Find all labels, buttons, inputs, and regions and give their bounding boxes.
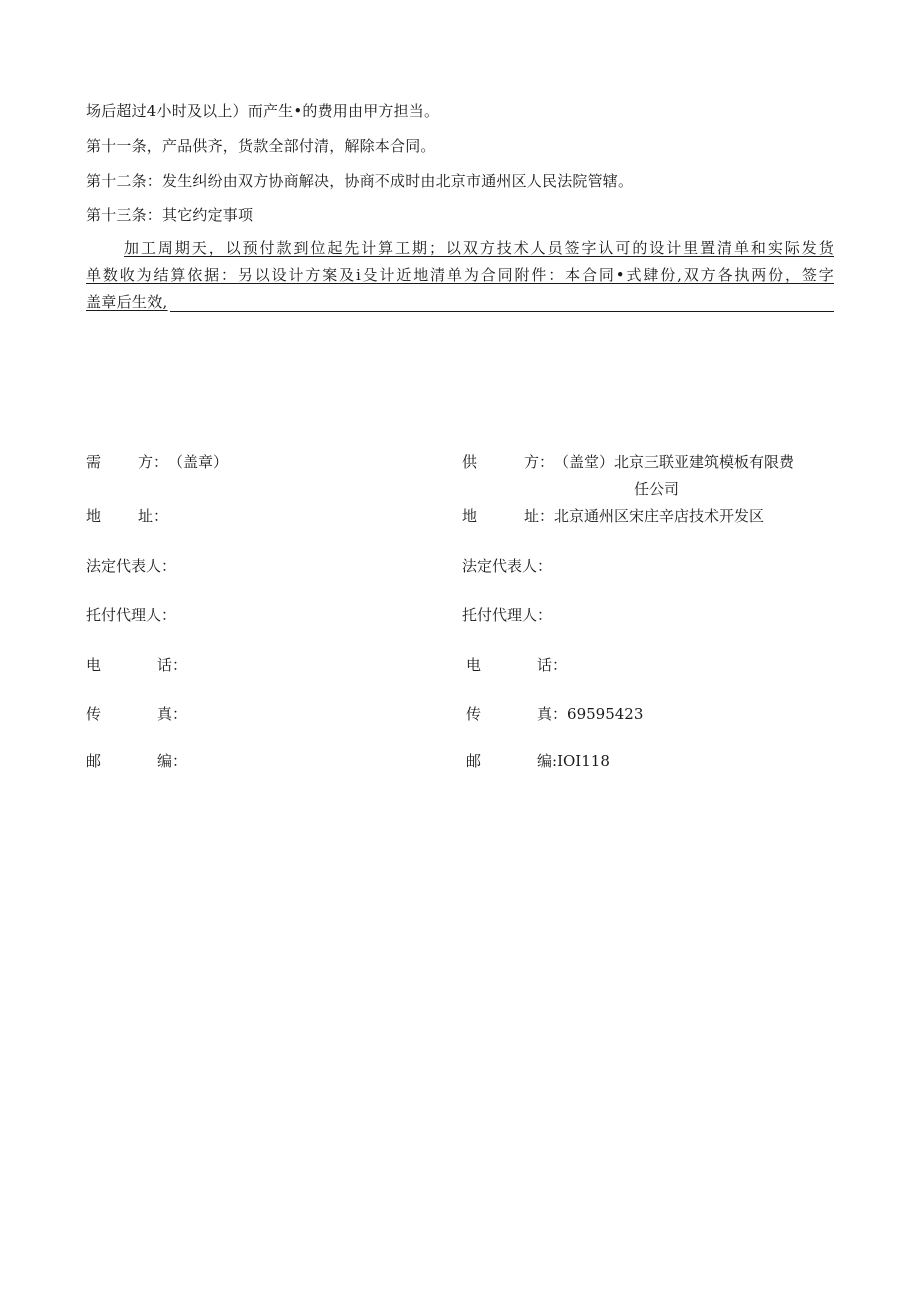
buyer-address-field (86, 506, 168, 526)
buyer-legal-rep-field (86, 556, 176, 576)
buyer-postcode-field (86, 751, 187, 771)
supplier-fax-label-1: 传 (466, 705, 482, 723)
blank-underline (170, 311, 834, 312)
supplier-party-value: （盖堂）北京三联亚建筑模板有限费 (554, 453, 795, 471)
buyer-party-value: （盖章） (168, 453, 229, 471)
buyer-fax-label-1: 传 (86, 705, 102, 723)
supplier-fax-value: 69595423 (567, 705, 644, 723)
buyer-fax-field (86, 704, 187, 724)
supplier-fax-label-2: 真： (537, 705, 568, 723)
clause-tenth-continuation: 场后超过4小时及以上）而产生•的费用由甲方担当。 (86, 102, 440, 120)
buyer-postcode-label-2: 编： (157, 752, 188, 770)
supplier-legal-rep-field (462, 556, 552, 576)
supplier-phone-field (466, 655, 567, 675)
clause-eleven: 第十一条，产品供齐，货款全部付清，解除本合同。 (86, 137, 436, 155)
buyer-agent-field (86, 605, 176, 625)
supplier-phone-label-2: 话： (537, 656, 568, 674)
clause-twelve: 第十二条：发生纠纷由双方协商解决，协商不成时由北京市通州区人民法院管辖。 (86, 172, 634, 190)
supplier-phone-label-1: 电 (466, 656, 482, 674)
clause-thirteen-heading: 第十三条：其它约定事项 (86, 206, 254, 224)
agreement-row-3-text: 盖章后生效, (86, 293, 168, 311)
supplier-legal-rep-label: 法定代表人： (462, 557, 553, 575)
buyer-party-field (86, 452, 228, 472)
supplier-fax-field (466, 704, 643, 724)
supplier-party-label-1: 供 (462, 453, 478, 471)
supplier-postcode-value: IOI118 (557, 752, 610, 770)
supplier-address-field (462, 506, 764, 526)
buyer-phone-label-2: 话： (157, 656, 188, 674)
buyer-party-label-2: 方： (138, 453, 169, 471)
supplier-postcode-label-2: 编: (537, 752, 558, 770)
supplier-agent-label: 托付代理人： (462, 606, 553, 624)
supplier-party-value-continuation: 任公司 (634, 480, 680, 498)
agreement-row-1: 加工周期天，以预付款到位起先计算工期；以双方技术人员签字认可的设计里置清单和实际发货 (124, 239, 834, 257)
buyer-phone-field (86, 655, 187, 675)
agreement-row-3 (86, 289, 834, 316)
buyer-legal-rep-label: 法定代表人： (86, 557, 177, 575)
supplier-party-label-2: 方： (524, 453, 555, 471)
supplier-party-field (462, 452, 794, 472)
buyer-fax-label-2: 真： (157, 705, 188, 723)
supplier-postcode-field (466, 751, 610, 771)
buyer-party-label-1: 需 (86, 453, 102, 471)
supplier-address-value: 北京通州区宋庄辛店技术开发区 (554, 507, 765, 525)
buyer-address-label-2: 址： (138, 507, 169, 525)
buyer-phone-label-1: 电 (86, 656, 102, 674)
supplier-agent-field (462, 605, 552, 625)
buyer-postcode-label-1: 邮 (86, 752, 102, 770)
agreement-row-2: 单数收为结算依据：另以设计方案及i殳计近地清单为合同附件：本合同•式肆份,双方各执两份，签字 (86, 266, 834, 284)
buyer-agent-label: 托付代理人： (86, 606, 177, 624)
other-agreements-paragraph (86, 235, 834, 316)
supplier-postcode-label-1: 邮 (466, 752, 482, 770)
supplier-address-label-1: 地 (462, 507, 478, 525)
supplier-address-label-2: 址： (524, 507, 555, 525)
buyer-address-label-1: 地 (86, 507, 102, 525)
